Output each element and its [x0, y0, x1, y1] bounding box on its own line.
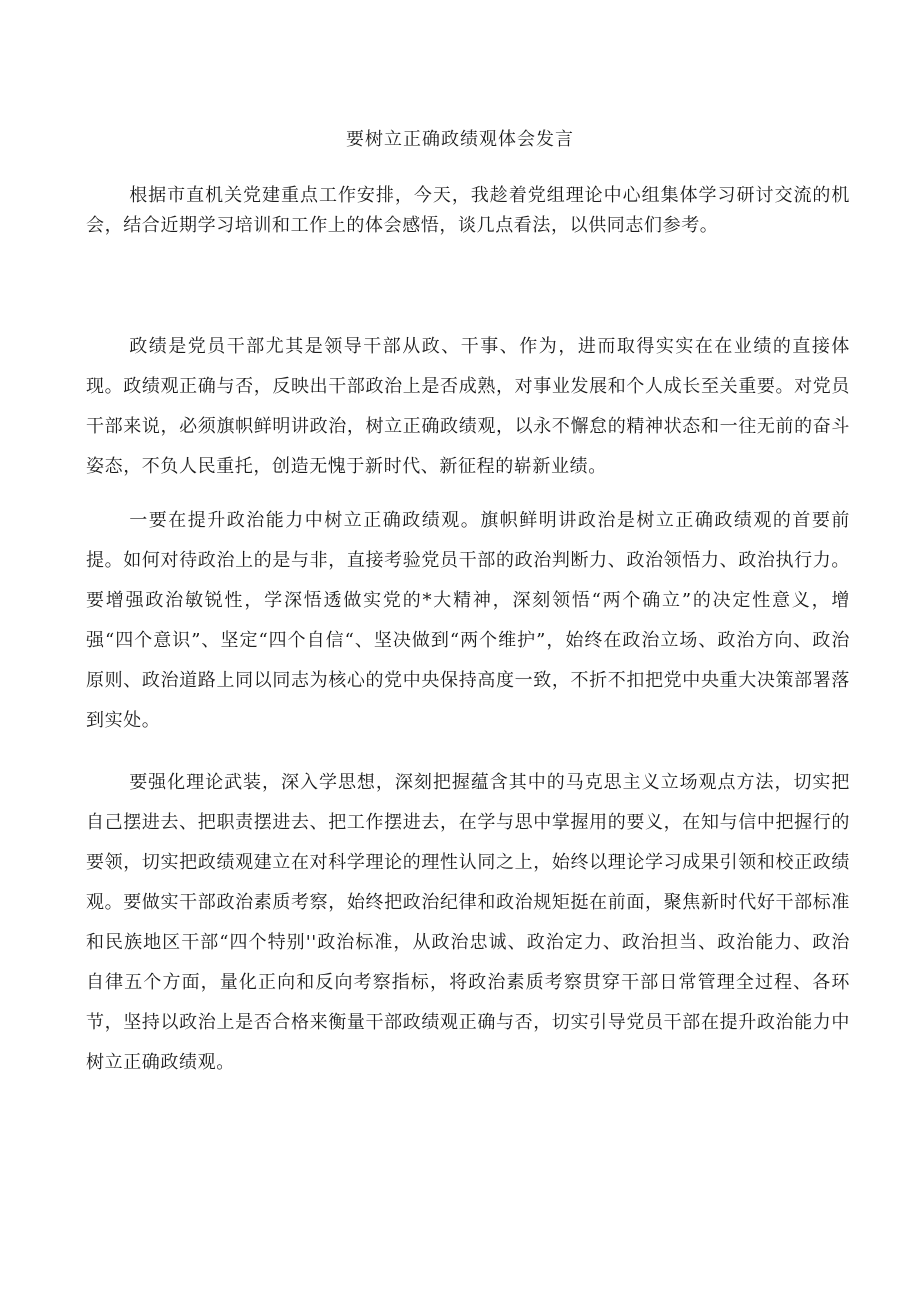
paragraph-body: 政绩是党员干部尤其是领导干部从政、干事、作为，进而取得实实在在业绩的直接体现。政绩观正确与否，反映出干部政治上是否成熟，对事业发展和个人成长至关重要。对党员干部来说，必须旗帜鲜明讲政治，树立正确政绩观，以永不懈怠的精神状态和一往无前的奋斗姿态，不负人民重托，创造无愧于新时代、新征程的崭新业绩。	[86, 336, 850, 477]
document-title: 要树立正确政绩观体会发言	[346, 129, 574, 150]
paragraph-body: 要强化理论武装，深入学思想，深刻把握蕴含其中的马克思主义立场观点方法，切实把自己摆进去、把职责摆进去、把工作摆进去，在学与思中掌握用的要义，在知与信中把握行的要领，切实把政绩观建立在对科学理论的理性认同之上，始终以理论学习成果引领和校正政绩观。要做实干部政治素质考察，始终把政治纪律和政治规矩挺在前面，聚焦新时代好干部标准和民族地区干部“四个特别''政治标准，从政治忠诚、政治定力、政治担当、政治能力、政治自律五个方面，量化正向和反向考察指标，将政治素质考察贯穿干部日常管理全过程、各环节，坚持以政治上是否合格来衡量干部政绩观正确与否，切实引导党员干部在提升政治能力中树立正确政绩观。	[86, 772, 850, 1073]
paragraph-intro: 根据市直机关党建重点工作安排，今天，我趁着党组理论中心组集体学习研讨交流的机会，结合近期学习培训和工作上的体会感悟，谈几点看法，以供同志们参考。	[86, 185, 850, 236]
paragraph-body: 一要在提升政治能力中树立正确政绩观。旗帜鲜明讲政治是树立正确政绩观的首要前提。如何对待政治上的是与非，直接考验党员干部的政治判断力、政治领悟力、政治执行力。要增强政治敏锐性，学深悟透做实党的*大精神，深刻领悟“两个确立”的决定性意义，增强“四个意识”、坚定“四个自信“、坚决做到“两个维护”，始终在政治立场、政治方向、政治原则、政治道路上同以同志为核心的党中央保持高度一致，不折不扣把党中央重大决策部署落到实处。	[86, 510, 850, 731]
